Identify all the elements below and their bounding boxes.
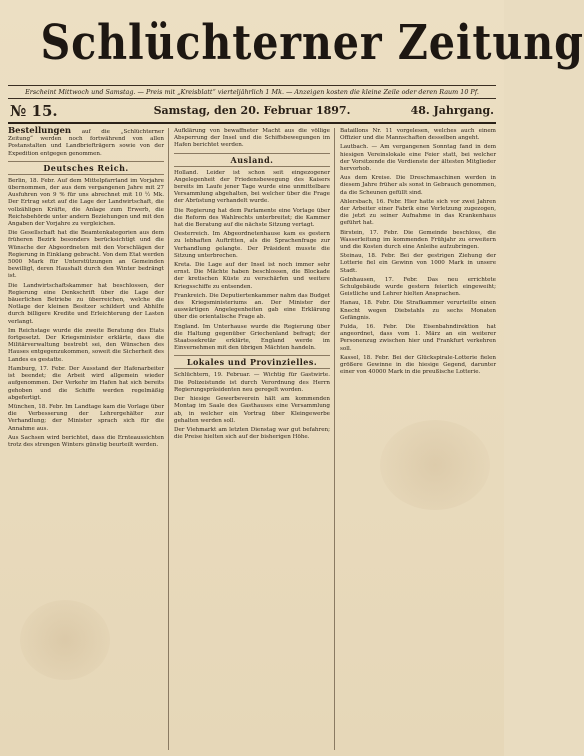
article-paragraph: Bataillons Nr. 11 vorgelesen, welches auch einem Offizier und die Mannschaften desselben angeht. (340, 128, 496, 142)
article-paragraph: Frankreich. Die Deputiertenkammer nahm das Budget des Kriegsministeriums an. Der Minister der auswärtigen Angelegenheiten gab eine Erklärung über die orientalische Frage ab. (174, 292, 330, 321)
subscription-body: auf die „Schlüchterner Zeitung“ werden noch fortwährend von allen Postanstalten und Landbriefträgern sowie von der Expedition entgegen genommen. (8, 129, 165, 157)
article-paragraph: Aus dem Kreise. Die Dreschmaschinen werden in diesem Jahre früher als sonst in Gebrauch genommen, da die Scheunen gefüllt sind. (340, 175, 496, 196)
subscription-info: Erscheint Mittwoch und Samstag. — Preis mit „Kreisblatt“ vierteljährlich 1 Mk. — Anzeigen kosten die kleine Zeile oder deren Raum 10 Pf. (8, 85, 496, 99)
article-paragraph: Holland. Leider ist schon seit eingezogener Angelegenheit der Friedensbewegung des Kaisers bereits im Laufe jener Tage wurde eine unmittelbare Versammlung abgehalten, bei welcher über die Frage der Abrüstung verhandelt wurde. (174, 169, 330, 205)
issue-date: Samstag, den 20. Februar 1897. (153, 104, 351, 117)
section-heading-lokales: Lokales und Provinzielles. (174, 355, 330, 369)
section-heading-ausland: Ausland. (174, 153, 330, 167)
dateline (8, 100, 496, 124)
article-paragraph: Kreta. Die Lage auf der Insel ist noch immer sehr ernst. Die Mächte haben beschlossen, die Blockade der kretischen Küste zu verschärfen und weitere Kriegsschiffe zu entsenden. (174, 262, 330, 290)
article-paragraph: Berlin, 18. Febr. Auf dem Mittelpfarrland im Vorjahre übernommen, der aus dem vergangenen Jahre mit 27 Ausfuhren von 9 % für uns abrechnet mit 10 ½ Mk. Der Ertrag setzt auf die Lage der Landwirtschaft, die vollzähligen Kräfte, die Anlage zum Erwerb, die Reichsbehörde unter andern Beziehungen und mit den Angaben der Vorjahre zu vergleichen. (8, 177, 164, 228)
article-paragraph: Die Regierung hat dem Parlamente eine Vorlage über die Reform des Wahlrechts unterbreitet; die Kammer hat die Beratung auf die nächste Sitzung vertagt. (174, 207, 330, 229)
article-paragraph: Die Gesellschaft hat die Beamtenkategorien aus dem früheren Bezirk besonders berücksichtigt und die Wünsche der Abgeordneten mit den Vorschlägen der Regierung in Einklang gebracht. Von dem Etat werden 5000 Mark für Unterstützungen an Gemeinden bewilligt, deren Haushalt durch den Winter bedrängt ist. (8, 230, 164, 280)
column-1 (8, 128, 169, 750)
article-paragraph: Der Viehmarkt am letzten Dienstag war gut befahren; die Preise hielten sich auf der bisherigen Höhe. (174, 426, 330, 441)
issue-number: № 15. (10, 102, 58, 120)
article-paragraph: Birstein, 17. Febr. Die Gemeinde beschloss, die Wasserleitung im kommenden Frühjahr zu erweitern und die Kosten durch eine Anleihe aufzubringen. (340, 229, 496, 251)
article-paragraph: Aus Sachsen wird berichtet, dass die Ernteaussichten trotz des strengen Winters günstig beurteilt werden. (8, 434, 164, 448)
article-paragraph: Hamburg, 17. Febr. Der Ausstand der Hafenarbeiter ist beendet; die Arbeit wird allgemein wieder aufgenommen. Der Verkehr im Hafen hat sich bereits gehoben und die Schiffe werden regelmäßig abgefertigt. (8, 365, 164, 401)
article-paragraph: Lautbach. — Am vergangenen Sonntag fand in dem hiesigen Vereinslokale eine Feier statt, bei welcher der Vorsitzende die Verdienste der ältesten Mitglieder hervorhob. (340, 144, 496, 173)
article-paragraph: Hanau, 18. Febr. Die Strafkammer verurteilte einen Knecht wegen Diebstahls zu sechs Monaten Gefängnis. (340, 300, 496, 321)
article-paragraph: Schlüchtern, 19. Februar. — Wichtig für Gastwirte. Die Polizeistunde ist durch Verordnung des Herrn Regierungspräsidenten neu geregelt worden. (174, 372, 330, 393)
article-paragraph: Im Reichstage wurde die zweite Beratung des Etats fortgesetzt. Der Kriegsminister erklärte, dass die Militärverwaltung bestrebt sei, den Wünschen des Hauses entgegenzukommen, soweit die Sicherheit des Landes es gestatte. (8, 327, 164, 363)
article-paragraph: Die Landwirtschaftskammer hat beschlossen, der Regierung eine Denkschrift über die Lage der bäuerlichen Betriebe zu überreichen, welche die Notlage der kleinen Besitzer schildert und Abhilfe durch billigere Kredite und Erleichterung der Lasten verlangt. (8, 282, 164, 325)
masthead-title: Schlüchterner Zeitung (40, 15, 584, 71)
subscription-lead: Bestellungen (8, 126, 72, 136)
article-paragraph: Gelnhausen, 17. Febr. Das neu errichtete Schulgebäude wurde gestern feierlich eingeweiht; Geistliche und Lehrer hielten Ansprachen. (340, 276, 496, 298)
article-paragraph: Der hiesige Gewerbeverein hält am kommenden Montag im Saale des Gasthauses eine Versammlung ab, in welcher ein Vortrag über Kleingewerbe gehalten werden soll. (174, 396, 330, 424)
article-paragraph: Ahlersbach, 16. Febr. Hier hatte sich vor zwei Jahren der Arbeiter einer Fabrik eine Verletzung zugezogen, die jetzt zu seiner Aufnahme in das Krankenhaus geführt hat. (340, 198, 496, 227)
volume-year: 48. Jahrgang. (410, 104, 494, 117)
article-paragraph: Fulda, 16. Febr. Die Eisenbahndirektion hat angeordnet, dass vom 1. März an ein weiterer Personenzug zwischen hier und Frankfurt verkehren soll. (340, 324, 496, 352)
section-heading-reich: Deutsches Reich. (8, 161, 164, 175)
column-3 (340, 128, 496, 750)
article-paragraph: Steinau, 18. Febr. Bei der gestrigen Ziehung der Lotterie fiel ein Gewinn von 1000 Mark in unsere Stadt. (340, 253, 496, 274)
article-paragraph: München, 18. Febr. Im Landtage kam die Vorlage über die Verbesserung der Lehrergehälter zur Verhandlung; der Minister sprach sich für die Annahme aus. (8, 403, 164, 432)
article-paragraph: Aufklärung von bewaffneter Macht aus die völlige Absperrung der Insel und die Schiffsbewegungen im Hafen berichtet werden. (174, 128, 330, 149)
article-paragraph: England. Im Unterhause wurde die Regierung über die Haltung gegenüber Griechenland befragt; der Staatssekretär erklärte, England werde im Einvernehmen mit den übrigen Mächten handeln. (174, 323, 330, 352)
article-columns (8, 128, 496, 750)
column-2 (174, 128, 335, 750)
article-paragraph: Kassel, 18. Febr. Bei der Glückspirale-Lotterie fielen größere Gewinne in die hiesige Gegend, darunter einer von 40000 Mark in die preußische Lotterie. (340, 354, 496, 376)
subscription-notice (8, 128, 164, 158)
article-paragraph: Oesterreich. Im Abgeordnetenhause kam es gestern zu lebhaften Auftritten, als die Sprachenfrage zur Verhandlung gelangte. Der Präsident musste die Sitzung unterbrechen. (174, 231, 330, 259)
